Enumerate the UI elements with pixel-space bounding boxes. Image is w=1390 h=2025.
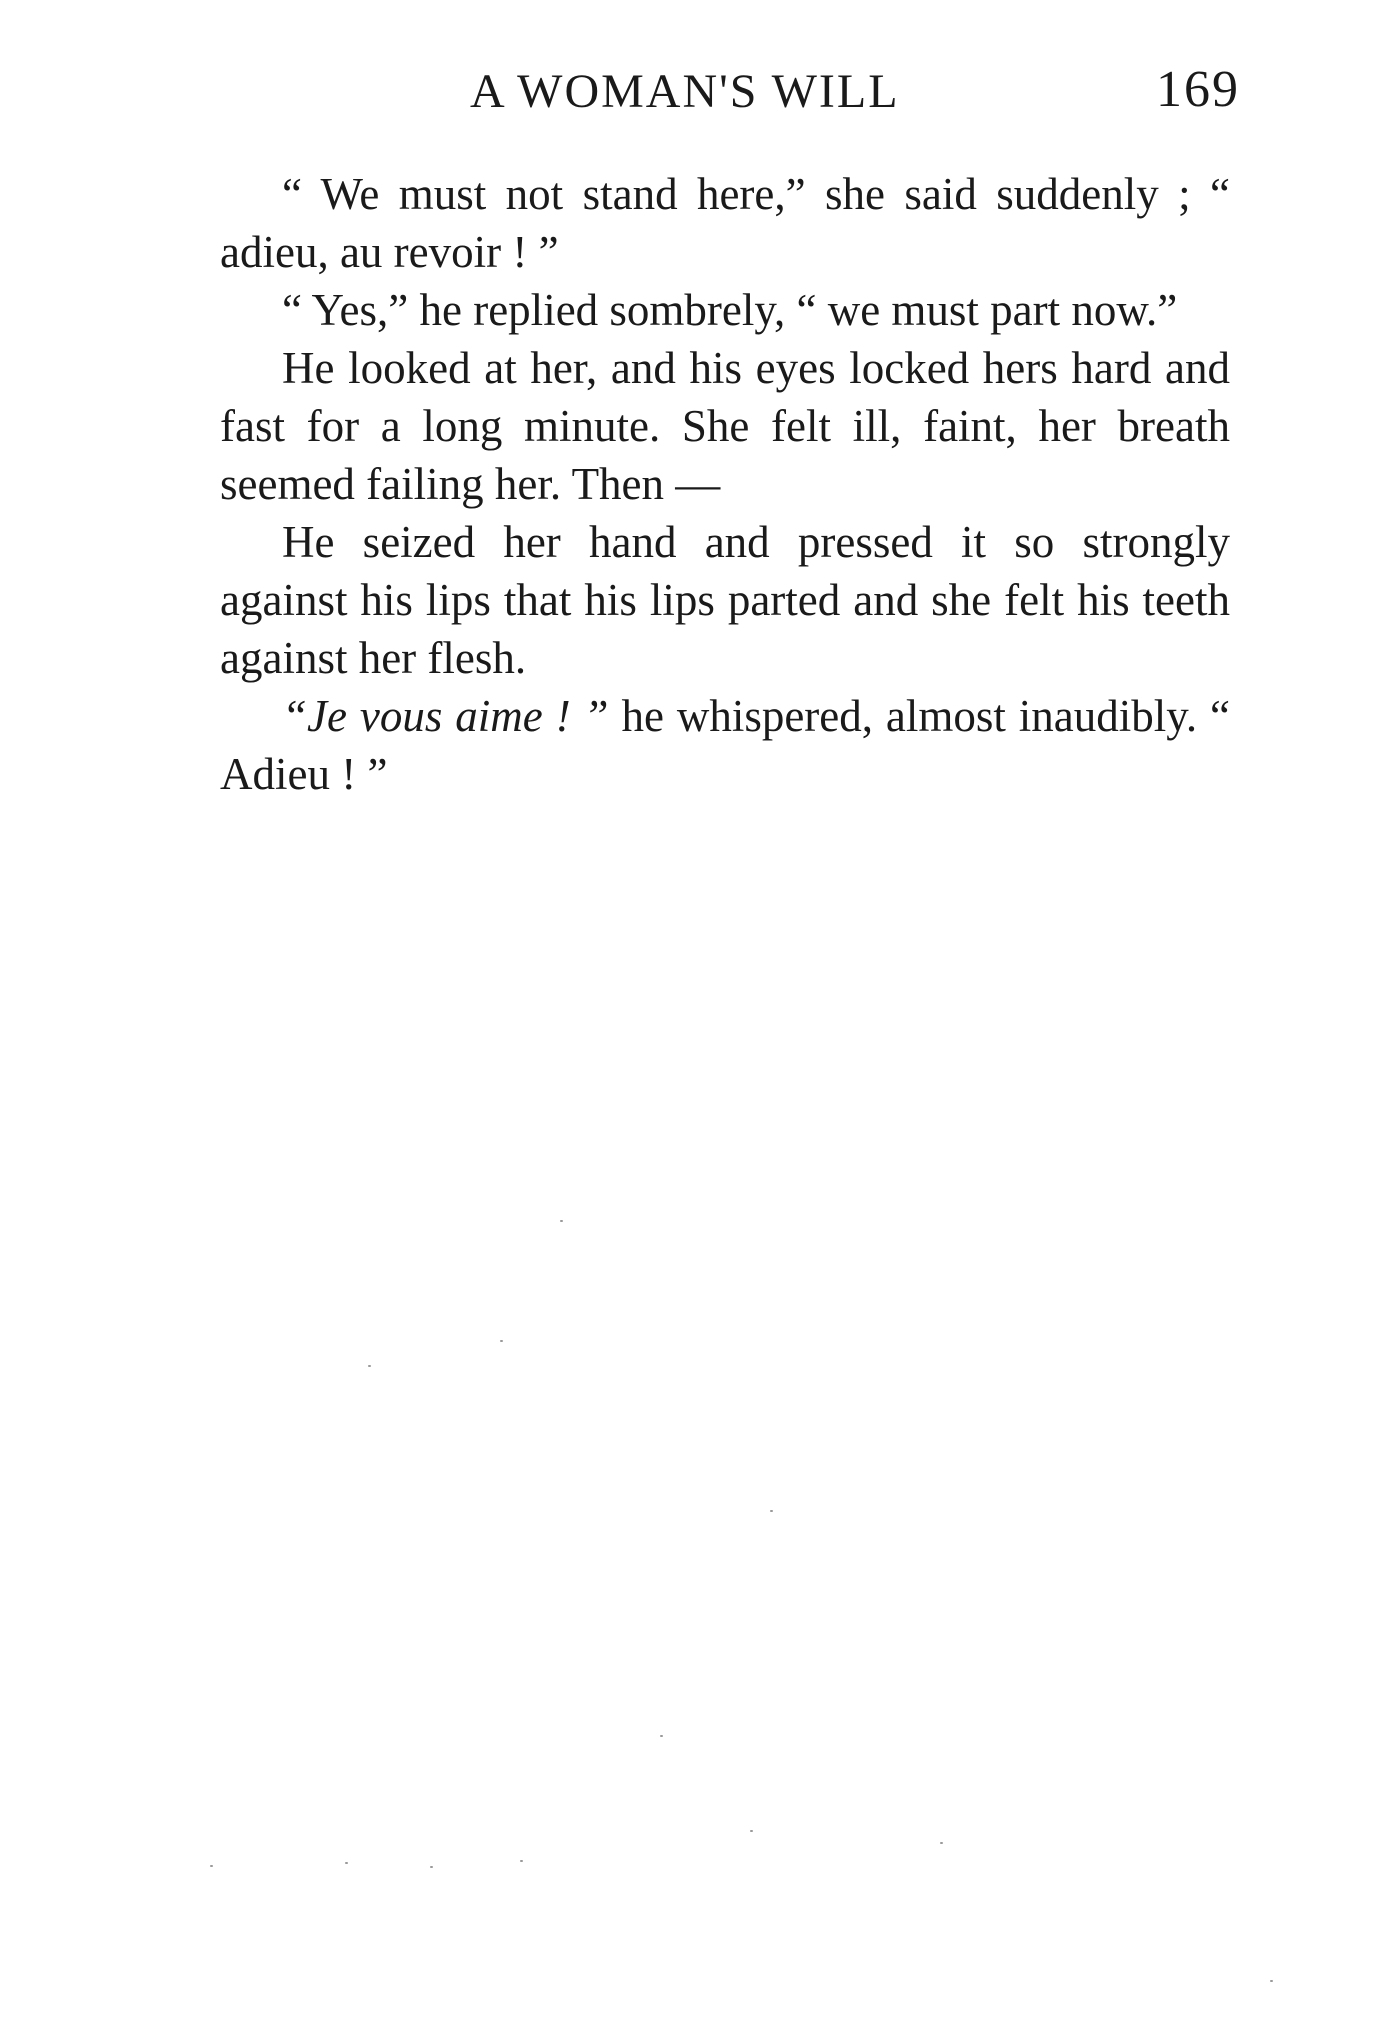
scan-speck <box>520 1860 523 1862</box>
scan-speck <box>940 1842 943 1844</box>
scan-speck <box>770 1510 773 1512</box>
scan-speck <box>560 1220 563 1222</box>
paragraph-5 <box>220 687 1230 803</box>
scan-speck <box>345 1862 348 1864</box>
italic-phrase: “Je vous aime ! ” <box>282 691 609 741</box>
paragraph-5-text: he whispered, almost inaudibly. “ Adieu ! ” <box>220 691 1230 799</box>
scan-speck <box>500 1340 503 1342</box>
scan-speck <box>430 1866 433 1868</box>
paragraph-2: “ Yes,” he replied sombrely, “ we must part now.” <box>282 285 1178 335</box>
scan-speck <box>1270 1980 1273 1982</box>
scan-speck <box>210 1865 213 1867</box>
body-text <box>220 165 1230 803</box>
paragraph-1: “ We must not stand here,” she said suddenly ; “ adieu, au revoir ! ” <box>220 169 1230 277</box>
scan-speck <box>750 1830 753 1832</box>
scan-speck <box>660 1735 663 1737</box>
scan-speck <box>368 1365 371 1367</box>
paragraph-3: He looked at her, and his eyes locked hers hard and fast for a long minute. She felt ill, faint, her breath seemed failing her. Then — <box>220 343 1230 509</box>
page-number: 169 <box>1156 61 1240 118</box>
running-title: A WOMAN'S WILL <box>470 65 900 118</box>
paragraph-4: He seized her hand and pressed it so strongly against his lips that his lips parted and she felt his teeth against her flesh. <box>220 517 1230 683</box>
